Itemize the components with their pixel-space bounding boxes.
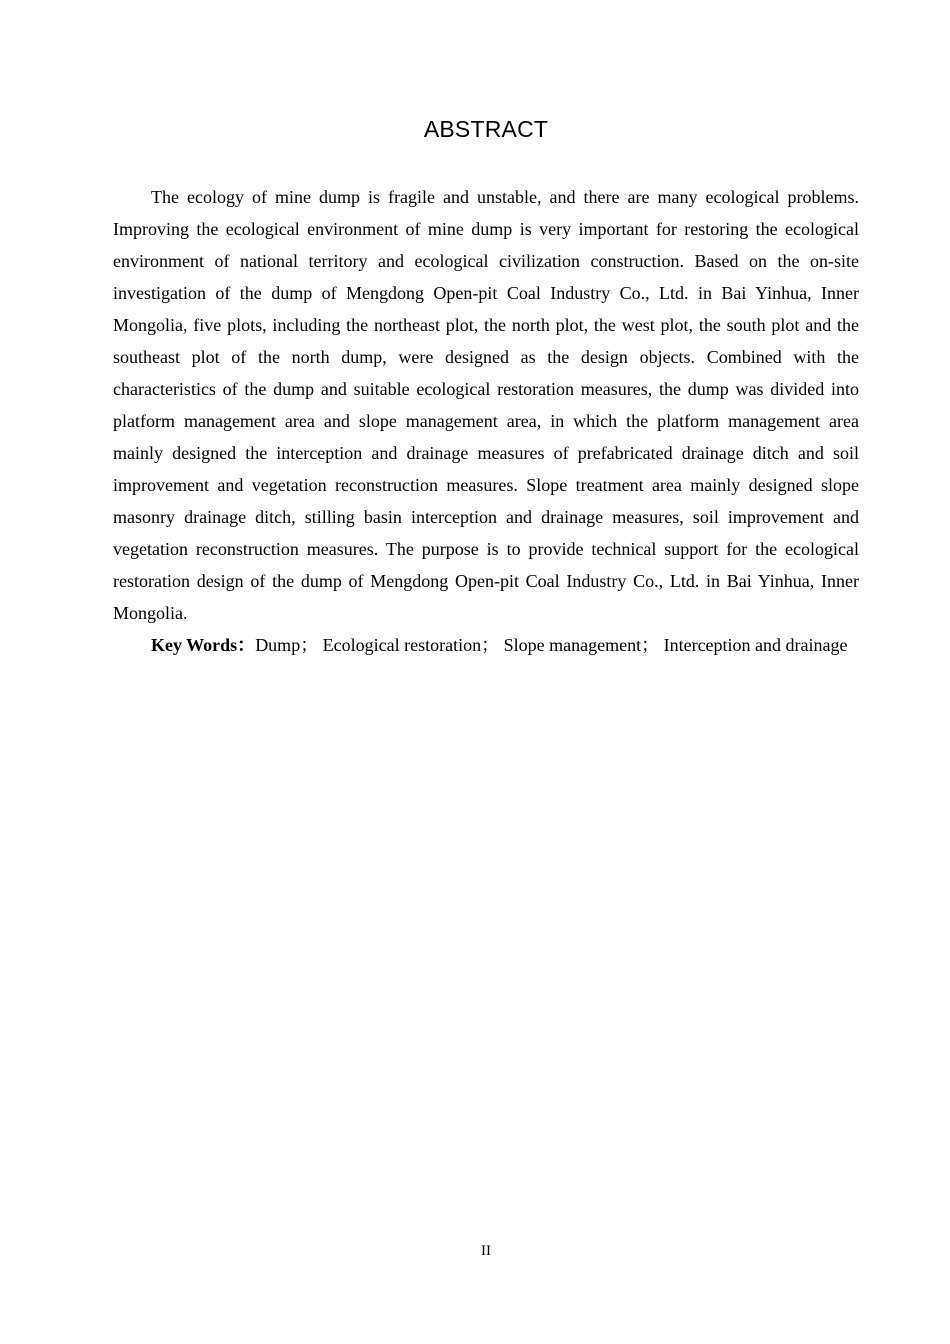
abstract-paragraph: The ecology of mine dump is fragile and unstable, and there are many ecological problems. Improving the ecological environment of mine dump is very important for restoring the ecological environment of national territory and ecological civilization construction. Based on the on-site investigation of the dump of Mengdong Open-pit Coal Industry Co., Ltd. in Bai Yinhua, Inner Mongolia, five plots, including the northeast plot, the north plot, the west plot, the south plot and the southeast plot of the north dump, were designed as the design objects. Combined with the characteristics of the dump and suitable ecological restoration measures, the dump was divided into platform management area and slope management area, in which the platform management area mainly designed the interception and drainage measures of prefabricated drainage ditch and soil improvement and vegetation reconstruction measures. Slope treatment area mainly designed slope masonry drainage ditch, stilling basin interception and drainage measures, soil improvement and vegetation reconstruction measures. The purpose is to provide technical support for the ecological restoration design of the dump of Mengdong Open-pit Coal Industry Co., Ltd. in Bai Yinhua, Inner Mongolia.: [113, 187, 859, 623]
keywords-label: Key Words：: [151, 635, 256, 655]
abstract-title: ABSTRACT: [423, 116, 549, 142]
page-number: II: [481, 1243, 491, 1259]
keywords-text: Dump； Ecological restoration； Slope management； Interception and drainage: [255, 635, 848, 655]
abstract-body: [113, 181, 859, 661]
keywords-paragraph: [113, 629, 859, 661]
